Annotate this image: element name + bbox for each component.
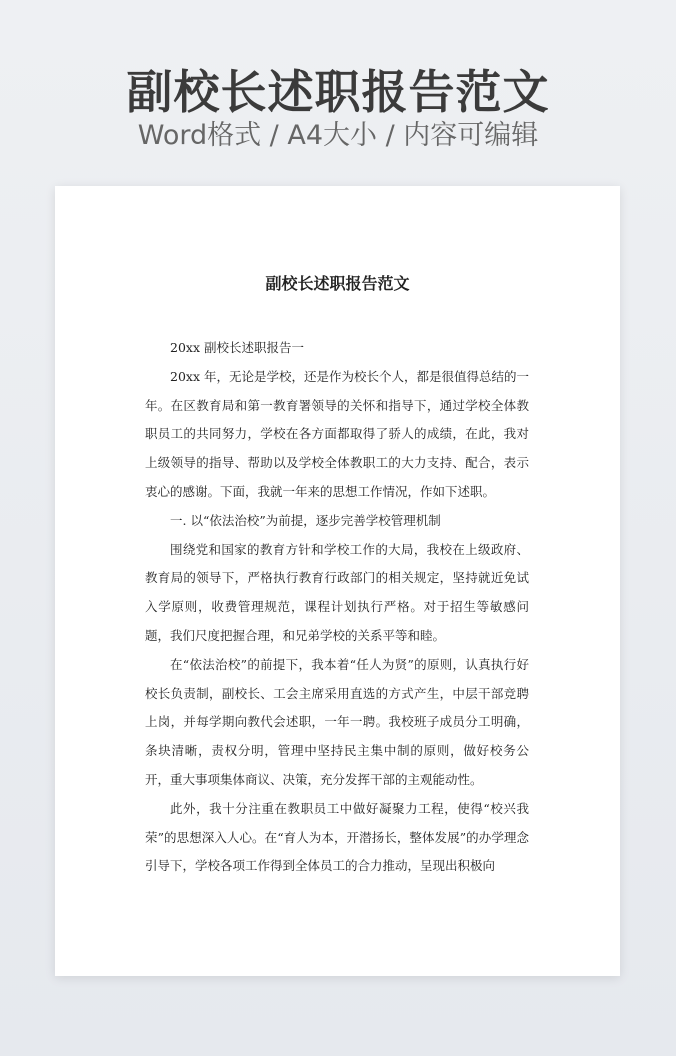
document-paragraph: 在“依法治校”的前提下，我本着“任人为贤”的原则，认真执行好校长负责制，副校长、工会主席采用直选的方式产生，中层干部竞聘上岗，并每学期向教代会述职，一年一聘。我校班子成员分工明确，条块清晰，责权分明，管理中坚持民主集中制的原则，做好校务公开，重大事项集体商议、决策，充分发挥干部的主观能动性。 <box>145 656 529 787</box>
document-paragraph: 一. 以“依法治校”为前提，逐步完善学校管理机制 <box>170 512 441 528</box>
page-title: 副校长述职报告范文 <box>126 65 550 119</box>
document-paragraph: 围绕党和国家的教育方针和学校工作的大局，我校在上级政府、教育局的领导下，严格执行教育行政部门的相关规定，坚持就近免试入学原则，收费管理规范，课程计划执行严格。对于招生等敏感问题，我们尺度把握合理，和兄弟学校的关系平等和睦。 <box>145 541 529 643</box>
document-body <box>145 334 529 881</box>
document-title: 副校长述职报告范文 <box>265 274 410 293</box>
document-paragraph: 20xx 副校长述职报告一 <box>170 340 304 355</box>
page-subtitle: Word格式 / A4大小 / 内容可编辑 <box>137 120 539 151</box>
document-page <box>55 186 620 976</box>
document-paragraph: 此外，我十分注重在教职员工中做好凝聚力工程，使得“校兴我荣”的思想深入人心。在“育人为本，开潜扬长，整体发展”的办学理念引导下，学校各项工作得到全体员工的合力推动，呈现出积极向 <box>145 800 529 874</box>
document-paragraph: 20xx 年，无论是学校，还是作为校长个人，都是很值得总结的一年。在区教育局和第一教育署领导的关怀和指导下，通过学校全体教职员工的共同努力，学校在各方面都取得了骄人的成绩，在此，我对上级领导的指导、帮助以及学校全体教职工的大力支持、配合，表示衷心的感谢。下面，我就一年来的思想工作情况，作如下述职。 <box>145 368 529 499</box>
